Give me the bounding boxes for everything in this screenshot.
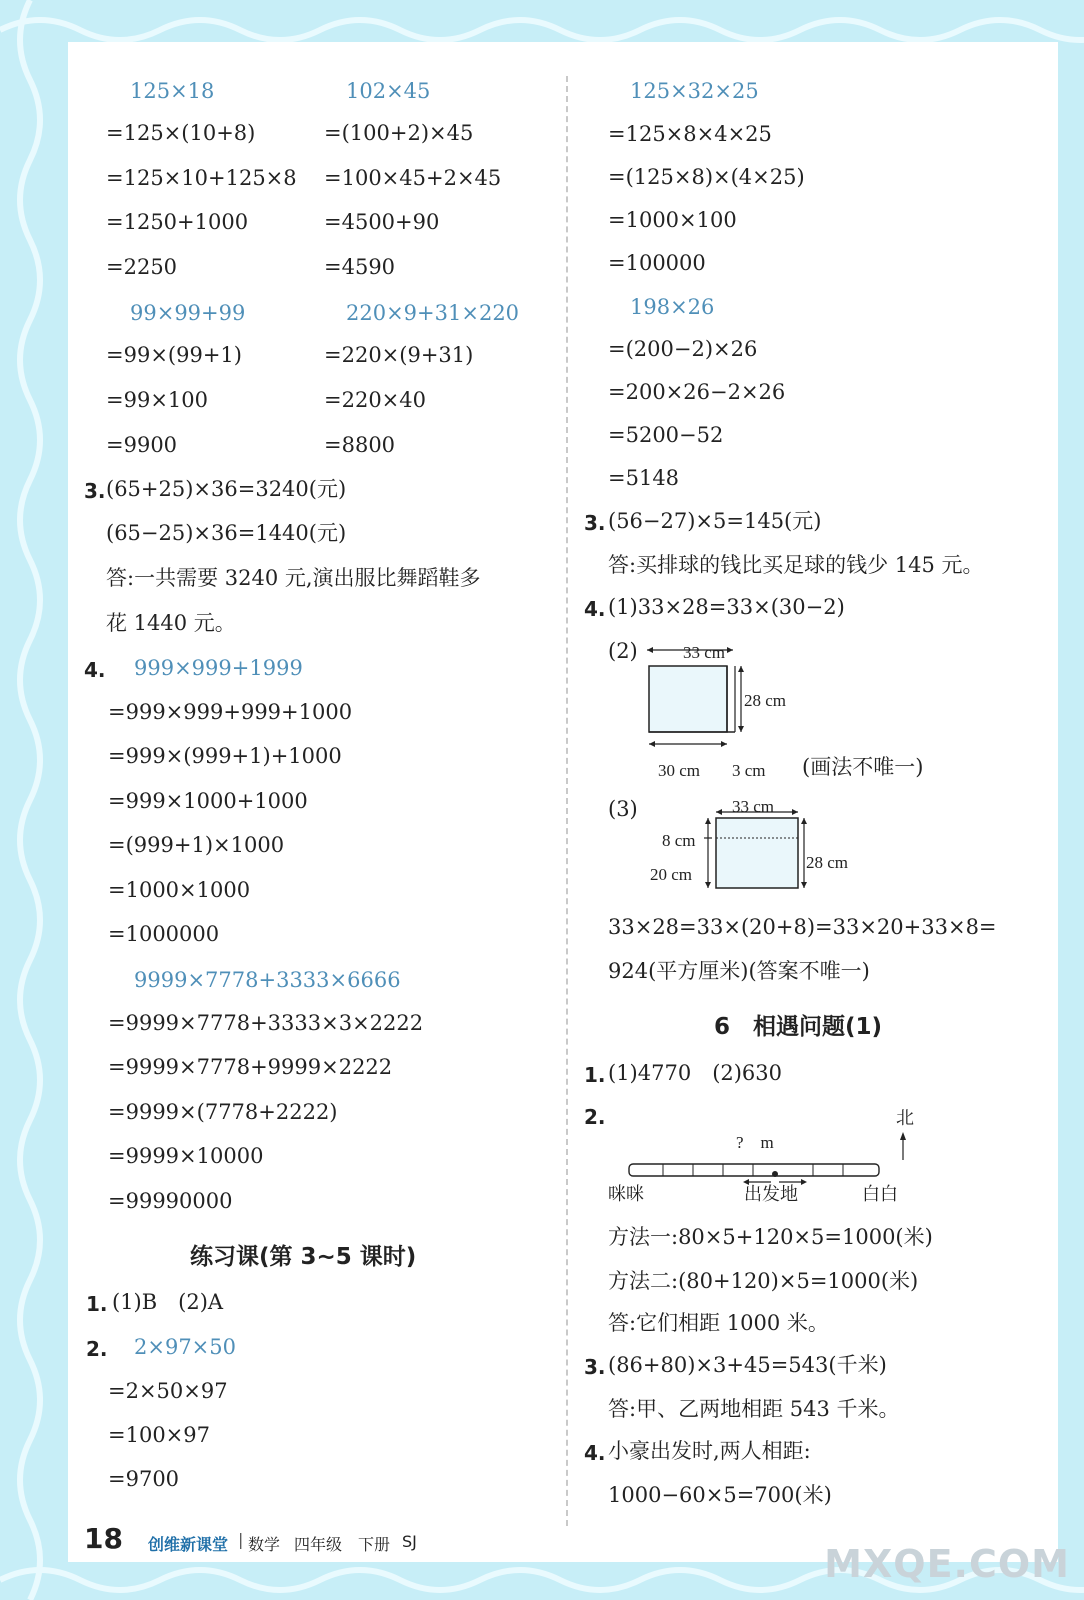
- answer-line: 答:买排球的钱比买足球的钱少 145 元。: [608, 553, 984, 577]
- calc-step: =220×(9+31): [324, 343, 474, 367]
- separator: |: [238, 1530, 244, 1549]
- calc-step: =99×(99+1): [106, 343, 242, 367]
- calc-step: =100000: [608, 251, 706, 275]
- calc-step: =1000×100: [608, 208, 737, 232]
- calc-step: =999×(999+1)+1000: [108, 744, 342, 768]
- calc-step: =5200−52: [608, 423, 724, 447]
- dimension-label: 30 cm: [658, 761, 701, 780]
- calc-step: =1000×1000: [108, 878, 251, 902]
- answer-line: 小豪出发时,两人相距:: [608, 1439, 811, 1463]
- calc-step: =(100+2)×45: [324, 121, 474, 145]
- point-label: 出发地: [744, 1184, 798, 1205]
- dimension-label: 28 cm: [744, 691, 787, 710]
- calc-step: =99×100: [106, 388, 208, 412]
- section-heading: 6 相遇问题(1): [714, 1014, 883, 1040]
- watermark: MXQE.COM: [824, 1542, 1070, 1586]
- dimension-label: 28 cm: [806, 853, 849, 872]
- calc-step: =999×999+999+1000: [108, 700, 353, 724]
- calc-step: =(200−2)×26: [608, 337, 758, 361]
- calc-step: =1250+1000: [106, 210, 249, 234]
- question-number: 4.: [584, 597, 606, 621]
- north-label: 北: [896, 1108, 914, 1129]
- calc-step: =(999+1)×1000: [108, 833, 285, 857]
- column-divider: [566, 76, 568, 1526]
- calc-step: =4500+90: [324, 210, 440, 234]
- note-text: (画法不唯一): [802, 755, 924, 779]
- calc-step: =4590: [324, 255, 396, 279]
- calc-step: =2×50×97: [108, 1379, 228, 1403]
- calc-step: =(125×8)×(4×25): [608, 165, 805, 189]
- calc-title: 99×99+99: [130, 301, 246, 325]
- grade: 四年级: [294, 1535, 343, 1554]
- calc-title: 2×97×50: [134, 1335, 236, 1359]
- answer-line: 答:它们相距 1000 米。: [608, 1311, 829, 1335]
- calc-step: =9999×(7778+2222): [108, 1100, 338, 1124]
- dimension-label: 33 cm: [732, 797, 775, 816]
- calc-step: =100×45+2×45: [324, 166, 502, 190]
- section-heading: 练习课(第 3~5 课时): [190, 1244, 417, 1270]
- answer-line: (1)4770 (2)630: [608, 1061, 783, 1085]
- calc-step: =1000000: [108, 922, 220, 946]
- answer-line: 方法一:80×5+120×5=1000(米): [608, 1225, 933, 1249]
- answer-line: 1000−60×5=700(米): [608, 1483, 832, 1507]
- brand-name: 创维新课堂: [148, 1535, 229, 1554]
- point-label: 咪咪: [608, 1184, 644, 1205]
- calc-step: =9700: [108, 1467, 180, 1491]
- answer-line: 方法二:(80+120)×5=1000(米): [608, 1269, 919, 1293]
- calc-step: =5148: [608, 466, 680, 490]
- answer-line: (65−25)×36=1440(元): [106, 521, 347, 545]
- sub-question-label: (2): [608, 639, 638, 663]
- answer-line: (86+80)×3+45=543(千米): [608, 1353, 887, 1377]
- calc-title: 220×9+31×220: [346, 301, 520, 325]
- calc-step: =200×26−2×26: [608, 380, 786, 404]
- answer-line: (1)33×28=33×(30−2): [608, 595, 845, 619]
- dimension-label: 3 cm: [732, 761, 766, 780]
- question-number: 2.: [86, 1337, 108, 1361]
- question-number: 3.: [584, 511, 606, 535]
- calc-step: =9999×10000: [108, 1144, 264, 1168]
- calc-step: =125×8×4×25: [608, 122, 772, 146]
- calc-step: =9999×7778+9999×2222: [108, 1055, 393, 1079]
- point-label: 白白: [862, 1184, 898, 1205]
- calc-title: 9999×7778+3333×6666: [134, 968, 401, 992]
- subject: 数学: [248, 1535, 281, 1554]
- question-number: 1.: [584, 1063, 606, 1087]
- calc-step: =100×97: [108, 1423, 210, 1447]
- question-number: 3.: [84, 479, 106, 503]
- question-number: 4.: [84, 658, 106, 682]
- question-number: 4.: [584, 1441, 606, 1465]
- distance-label: ? m: [736, 1133, 774, 1152]
- answer-line: 答:一共需要 3240 元,演出服比舞蹈鞋多: [106, 566, 481, 590]
- calc-title: 999×999+1999: [134, 656, 303, 680]
- question-number: 3.: [584, 1355, 606, 1379]
- calc-title: 125×18: [130, 79, 215, 103]
- sub-question-label: (3): [608, 797, 638, 821]
- calc-step: =9999×7778+3333×3×2222: [108, 1011, 424, 1035]
- calc-step: =125×(10+8): [106, 121, 256, 145]
- answer-line: (65+25)×36=3240(元): [106, 477, 347, 501]
- calc-step: =8800: [324, 433, 396, 457]
- calc-title: 198×26: [630, 295, 715, 319]
- calc-step: =9900: [106, 433, 178, 457]
- calc-step: =2250: [106, 255, 178, 279]
- dimension-label: 33 cm: [683, 643, 726, 662]
- answer-line: 答:甲、乙两地相距 543 千米。: [608, 1397, 900, 1421]
- page-number: 18: [84, 1522, 123, 1555]
- calc-step: =99990000: [108, 1189, 233, 1213]
- answer-page: [68, 42, 1058, 1562]
- calc-title: 102×45: [346, 79, 431, 103]
- dimension-label: 8 cm: [662, 831, 696, 850]
- calc-step: =125×10+125×8: [106, 166, 297, 190]
- answer-line: 33×28=33×(20+8)=33×20+33×8=: [608, 915, 997, 939]
- answer-line: 花 1440 元。: [106, 611, 236, 635]
- dimension-label: 20 cm: [650, 865, 693, 884]
- question-number: 1.: [86, 1292, 108, 1316]
- answer-line: 924(平方厘米)(答案不唯一): [608, 959, 870, 983]
- question-number: 2.: [584, 1105, 606, 1129]
- answer-line: (1)B (2)A: [112, 1290, 224, 1314]
- calc-step: =999×1000+1000: [108, 789, 308, 813]
- calc-step: =220×40: [324, 388, 426, 412]
- answer-line: (56−27)×5=145(元): [608, 509, 822, 533]
- volume: 下册: [358, 1535, 391, 1554]
- edition: SJ: [402, 1532, 417, 1551]
- calc-title: 125×32×25: [630, 79, 759, 103]
